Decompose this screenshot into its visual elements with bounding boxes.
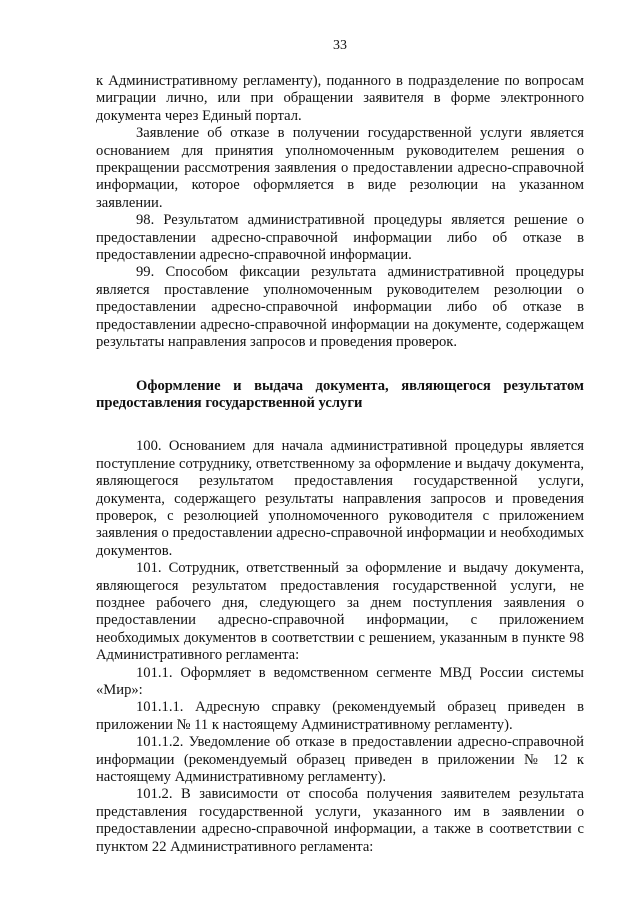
paragraph-101-1-2: 101.1.2. Уведомление об отказе в предоставлении адресно-справочной информации (рекомендуемый образец приведен в приложении № 12 к настоящему Административному регламенту). (96, 734, 584, 786)
paragraph-101-2: 101.2. В зависимости от способа получения заявителем результата представления государственной услуги, указанного им в заявлении о предоставлении адресно-справочной информации, а также в соответствии с пунктом 22 Административного регламента: (96, 786, 584, 855)
paragraph-101-1-1: 101.1.1. Адресную справку (рекомендуемый образец приведен в приложении № 11 к настоящему Административному регламенту). (96, 699, 584, 733)
paragraph-99: 99. Способом фиксации результата административной процедуры является проставление уполномоченным руководителем резолюции о предоставлении адресно-справочной информации либо об отказе в предоставлении адресно-справочной информации на документе, содержащем результаты направления запросов и проведения проверок. (96, 264, 584, 351)
section-heading: Оформление и выдача документа, являющегося результатом предоставления государственной услуги (96, 377, 584, 411)
paragraph-101-1: 101.1. Оформляет в ведомственном сегменте МВД России системы «Мир»: (96, 664, 584, 698)
paragraph-98: 98. Результатом административной процедуры является решение о предоставлении адресно-справочной информации либо об отказе в предоставлении адресно-справочной информации. (96, 212, 584, 264)
page-number: 33 (333, 38, 347, 53)
paragraph-101: 101. Сотрудник, ответственный за оформление и выдачу документа, являющегося результатом предоставления государственной услуги, не позднее рабочего дня, следующего за днем поступления заявления о предоставлении адресно-справочной информации, с приложением необходимых документов в соответствии с решением, указанным в пункте 98 Административного регламента: (96, 560, 584, 664)
paragraph-refusal-basis: Заявление об отказе в получении государственной услуги является основанием для принятия уполномоченным руководителем решения о прекращении рассмотрения заявления о предоставлении адресно-справочной информации, которое оформляется в виде резолюции на указанном заявлении. (96, 125, 584, 211)
paragraph-continuation: к Административному регламенту), поданного в подразделение по вопросам миграции лично, или при обращении заявителя в форме электронного документа через Единый портал. (96, 73, 584, 124)
paragraph-100: 100. Основанием для начала административной процедуры является поступление сотруднику, ответственному за оформление и выдачу документа, являющегося результатом предоставления государственной услуги, документа, содержащего результаты направления запросов и проведения проверок, с резолюцией уполномоченного руководителя с приложением заявления о предоставлении адресно-справочной информации и необходимых документов. (96, 438, 584, 559)
